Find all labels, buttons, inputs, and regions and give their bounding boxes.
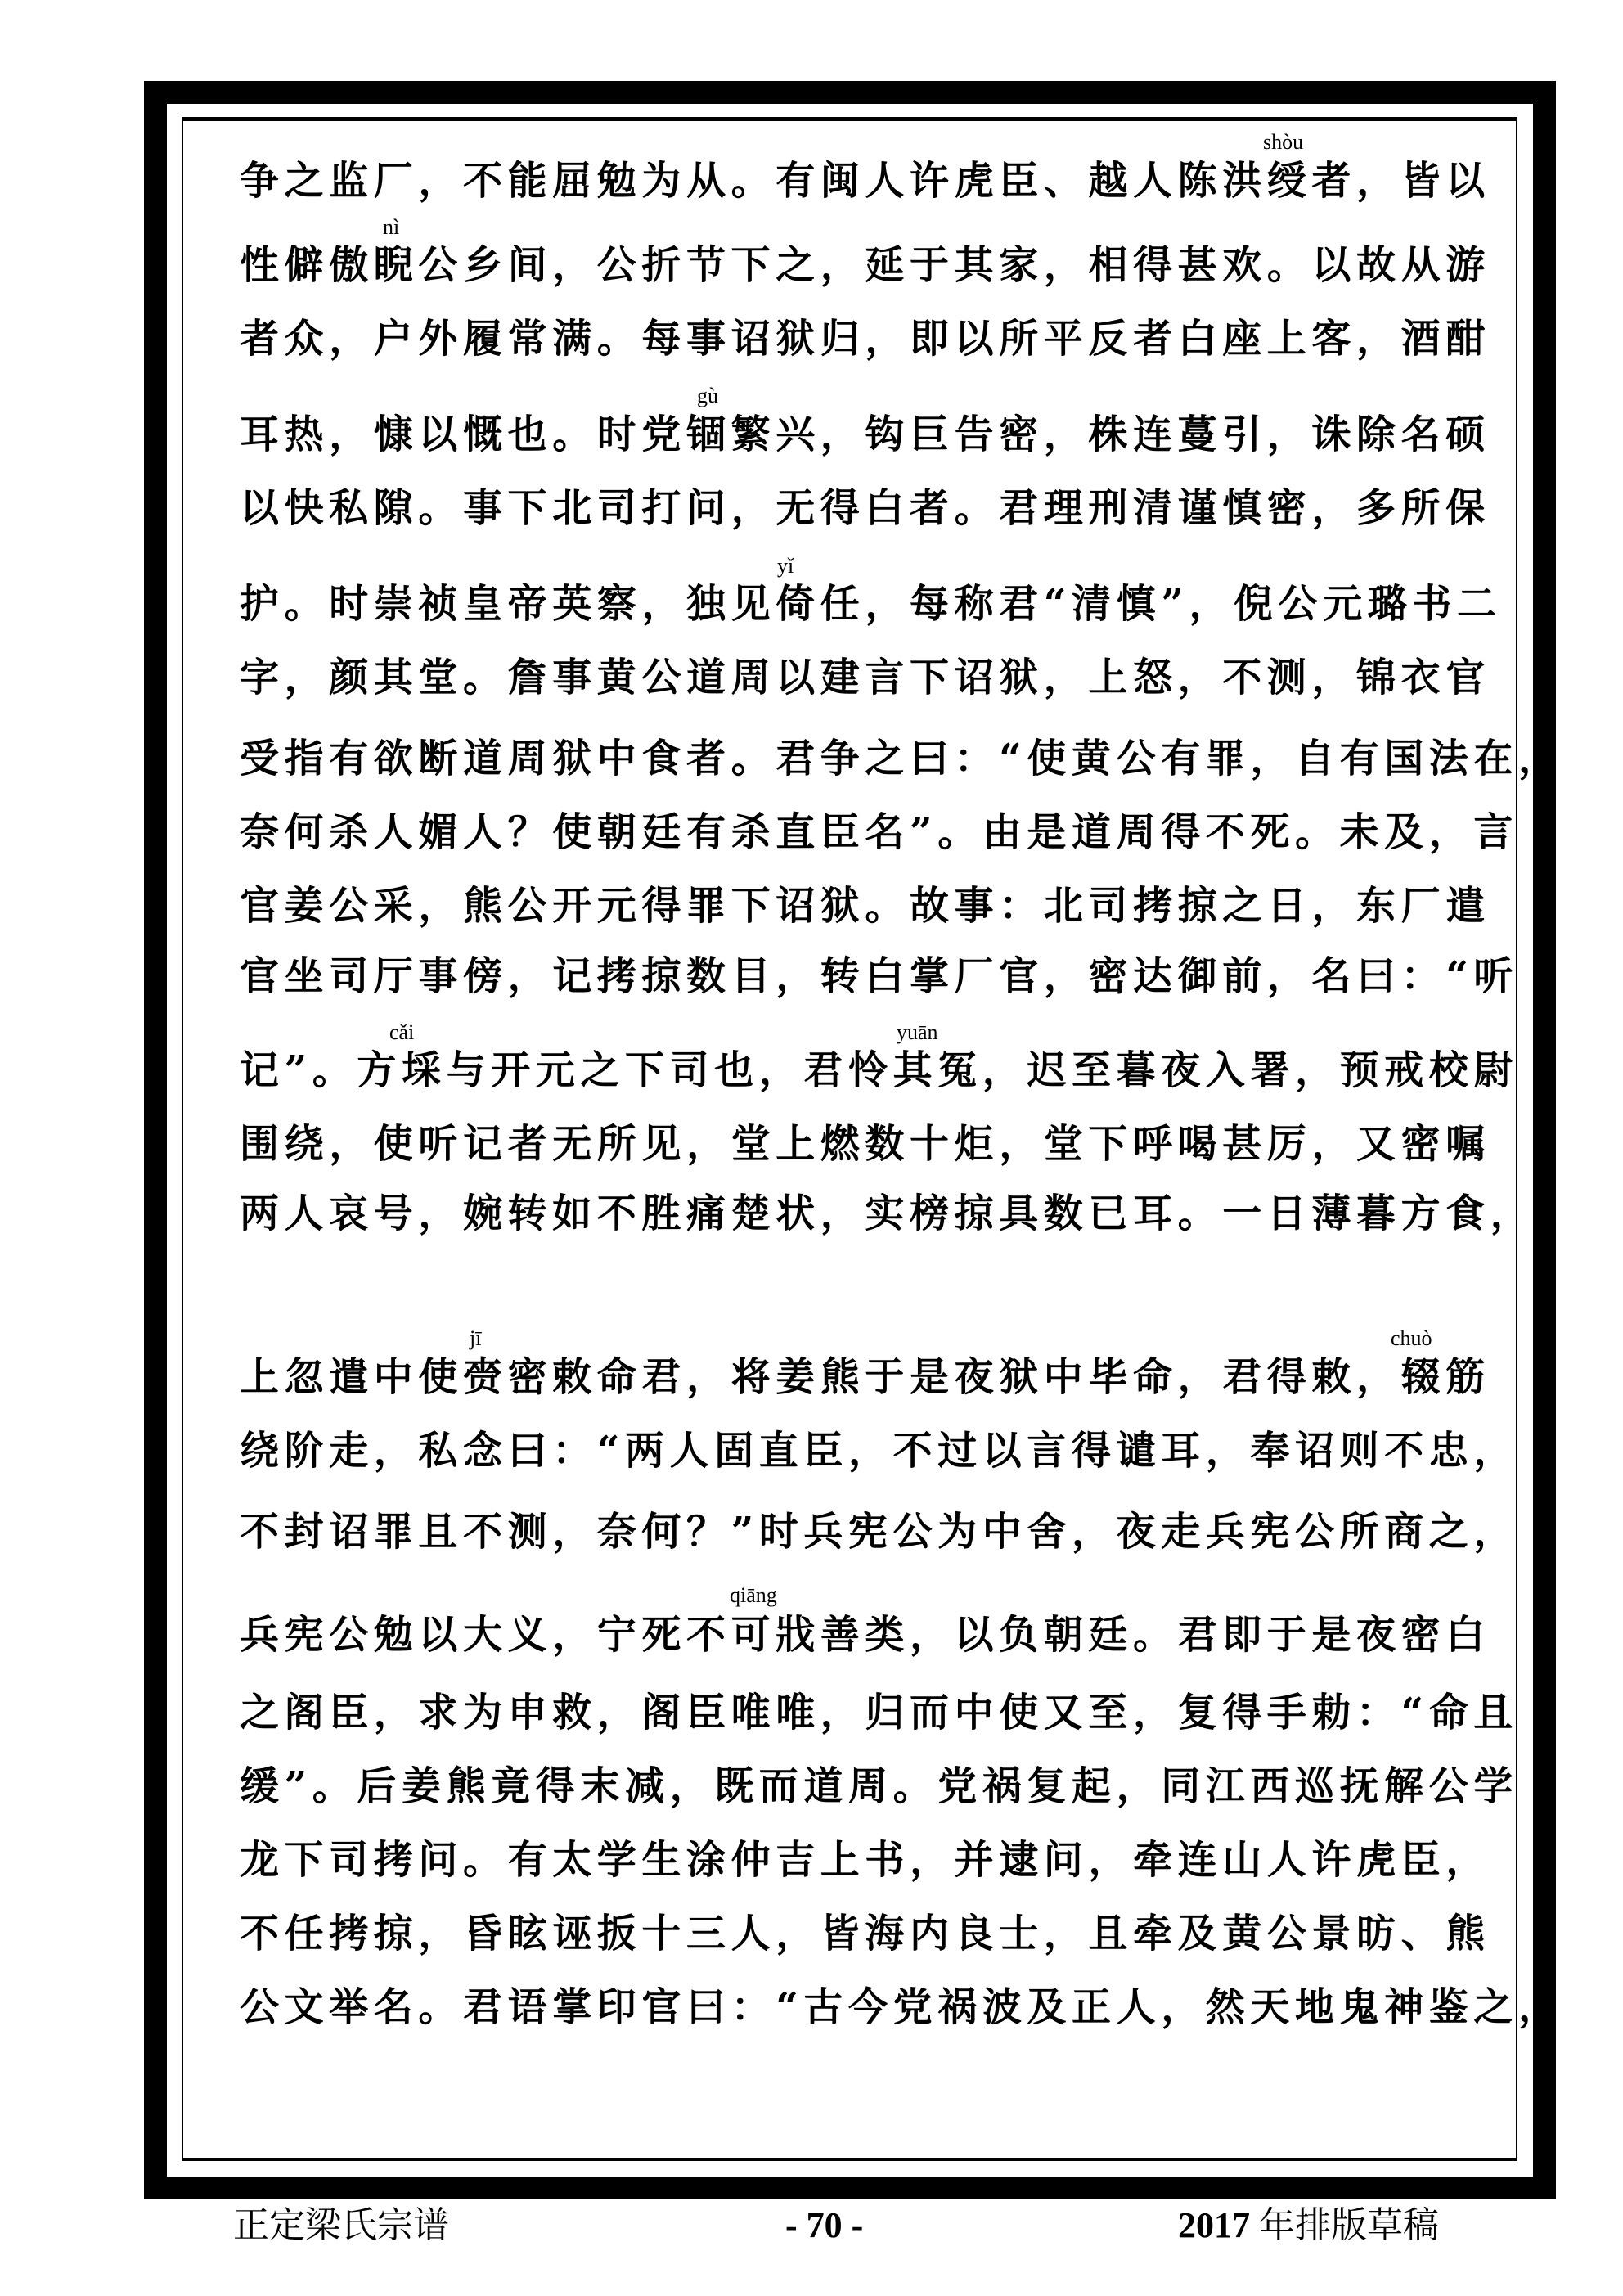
text-line: 争之监厂，不能屈勉为从。有闽人许虎臣、越人陈洪绶者，皆以 <box>240 158 1490 204</box>
text-line: 绕阶走，私念曰：“两人固直臣，不过以言得谴耳，奉诏则不忠， <box>240 1428 1519 1474</box>
text-line: 受指有欲断道周狱中食者。君争之曰：“使黄公有罪，自有国法在， <box>240 736 1563 781</box>
text-line: 缓”。后姜熊竟得末减，既而道周。党祸复起，同江西巡抚解公学 <box>240 1763 1519 1809</box>
text-line: 记”。方埰与开元之下司也，君怜其冤，迟至暮夜入署，预戒校尉 <box>240 1047 1519 1093</box>
text-line: 两人哀号，婉转如不胜痛楚状，实榜掠具数已耳。一日薄暮方食， <box>240 1191 1535 1236</box>
text-line: 上忽遣中使赍密敕命君，将姜熊于是夜狱中毕命，君得敕，辍筋 <box>240 1354 1490 1400</box>
text-line: 不封诏罪且不测，奈何？”时兵宪公为中舍，夜走兵宪公所商之， <box>240 1509 1519 1555</box>
text-line: 围绕，使听记者无所见，堂上燃数十炬，堂下呼喝甚厉，又密嘱 <box>240 1121 1490 1167</box>
pinyin-annotation: gù <box>697 384 718 407</box>
text-line: 龙下司拷问。有太学生涂仲吉上书，并逮问，牵连山人许虎臣， <box>240 1837 1490 1883</box>
pinyin-annotation: jī <box>470 1326 482 1350</box>
pinyin-annotation: chuò <box>1391 1326 1432 1350</box>
text-line: 者众，户外履常满。每事诏狱归，即以所平反者白座上客，酒酣 <box>240 316 1490 362</box>
pinyin-annotation: yǐ <box>777 554 794 578</box>
footer-book-title: 正定梁氏宗谱 <box>233 2205 449 2245</box>
footer-year: 2017 <box>1178 2205 1250 2245</box>
text-line: 性僻傲睨公乡间，公折节下之，延于其家，相得甚欢。以故从游 <box>240 242 1490 288</box>
text-line: 官姜公采，熊公开元得罪下诏狱。故事：北司拷掠之日，东厂遣 <box>240 883 1490 929</box>
text-line: 不任拷掠，昏眩诬扳十三人，皆海内良士，且牵及黄公景昉、熊 <box>240 1911 1490 1956</box>
pinyin-annotation: nì <box>383 215 400 239</box>
text-line: 公文举名。君语掌印官曰：“古今党祸波及正人，然天地鬼神鉴之， <box>240 1984 1563 2030</box>
footer-draft-text: 年排版草稿 <box>1250 2205 1439 2245</box>
pinyin-annotation: cǎi <box>389 1020 415 1044</box>
footer-page-number: - 70 - <box>785 2205 864 2245</box>
footer-draft-label <box>1178 2201 1439 2250</box>
pinyin-annotation: qiāng <box>730 1583 777 1607</box>
text-line: 耳热，慷以慨也。时党锢繁兴，钩巨告密，株连蔓引，诛除名硕 <box>240 412 1490 457</box>
text-line: 兵宪公勉以大义，宁死不可戕善类，以负朝廷。君即于是夜密白 <box>240 1612 1490 1658</box>
text-line: 官坐司厅事傍，记拷掠数目，转白掌厂官，密达御前，名曰：“听 <box>240 953 1519 999</box>
text-line: 奈何杀人媚人？使朝廷有杀直臣名”。由是道周得不死。未及，言 <box>240 809 1519 855</box>
text-line: 护。时崇祯皇帝英察，独见倚任，每称君“清慎”，倪公元璐书二 <box>240 581 1502 627</box>
text-line: 字，颜其堂。詹事黄公道周以建言下诏狱，上怒，不测，锦衣官 <box>240 655 1490 700</box>
text-line: 以快私隙。事下北司打问，无得白者。君理刑清谨慎密，多所保 <box>240 485 1490 531</box>
pinyin-annotation: yuān <box>897 1020 938 1044</box>
text-line: 之阁臣，求为申救，阁臣唯唯，归而中使又至，复得手勅：“命且 <box>240 1690 1519 1736</box>
pinyin-annotation: shòu <box>1263 130 1304 154</box>
